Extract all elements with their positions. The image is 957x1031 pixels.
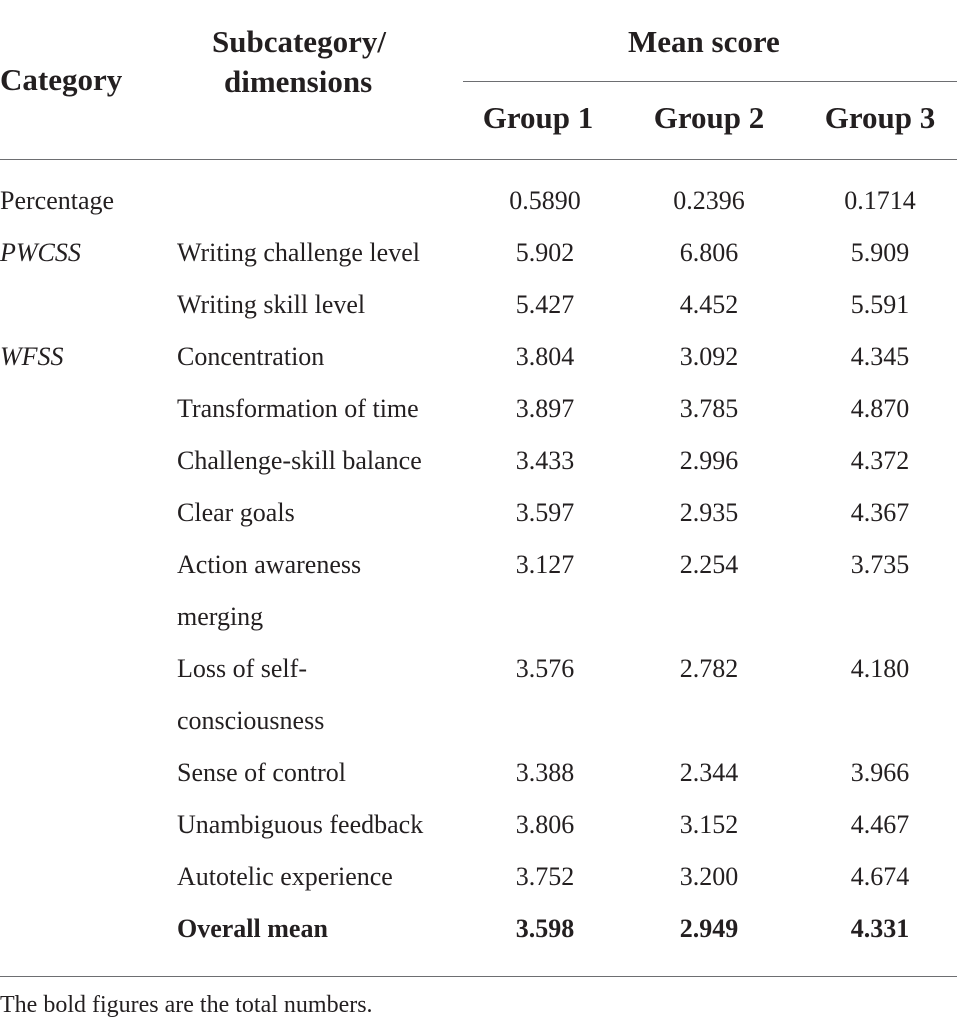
row-value-group-2: 2.949 xyxy=(679,914,739,943)
row-subcategory: merging xyxy=(177,602,264,631)
row-value-group-3: 0.1714 xyxy=(844,186,916,215)
row-subcategory: Writing skill level xyxy=(177,290,366,319)
row-value-group-2: 2.782 xyxy=(679,654,739,683)
row-value-group-1: 3.598 xyxy=(515,914,575,943)
header-group-2: Group 2 xyxy=(653,100,765,135)
row-value-group-3: 4.345 xyxy=(850,342,910,371)
row-value-group-2: 3.200 xyxy=(679,862,739,891)
row-value-group-2: 3.092 xyxy=(679,342,739,371)
row-value-group-2: 0.2396 xyxy=(673,186,745,215)
row-value-group-3: 4.180 xyxy=(850,654,910,683)
row-value-group-2: 2.344 xyxy=(679,758,739,787)
row-subcategory: Sense of control xyxy=(177,758,346,787)
row-value-group-3: 4.372 xyxy=(850,446,910,475)
row-value-group-3: 4.674 xyxy=(850,862,910,891)
row-value-group-1: 3.576 xyxy=(515,654,575,683)
row-subcategory: Autotelic experience xyxy=(177,862,393,891)
row-value-group-2: 2.935 xyxy=(679,498,739,527)
row-value-group-2: 6.806 xyxy=(679,238,739,267)
row-category: PWCSS xyxy=(0,238,81,267)
row-value-group-3: 3.735 xyxy=(850,550,910,579)
row-subcategory: Overall mean xyxy=(177,914,328,943)
row-value-group-2: 3.152 xyxy=(679,810,739,839)
row-subcategory: Writing challenge level xyxy=(177,238,420,267)
row-value-group-1: 0.5890 xyxy=(509,186,581,215)
row-value-group-2: 3.785 xyxy=(679,394,739,423)
row-value-group-3: 4.331 xyxy=(850,914,910,943)
row-value-group-3: 5.909 xyxy=(850,238,910,267)
header-mean-score: Mean score xyxy=(628,24,780,59)
header-subcategory-line1: Subcategory/ xyxy=(212,24,386,59)
row-value-group-1: 3.597 xyxy=(515,498,575,527)
row-subcategory: consciousness xyxy=(177,706,325,735)
row-value-group-1: 3.127 xyxy=(515,550,575,579)
row-value-group-1: 3.433 xyxy=(515,446,575,475)
row-category: Percentage xyxy=(0,186,115,215)
row-subcategory: Concentration xyxy=(177,342,325,371)
row-value-group-2: 2.996 xyxy=(679,446,739,475)
row-category: WFSS xyxy=(0,342,64,371)
row-subcategory: Challenge-skill balance xyxy=(177,446,422,475)
row-subcategory: Loss of self- xyxy=(177,654,307,683)
row-value-group-1: 3.897 xyxy=(515,394,575,423)
row-subcategory: Action awareness xyxy=(177,550,362,579)
row-value-group-1: 3.388 xyxy=(515,758,575,787)
row-value-group-3: 5.591 xyxy=(850,290,910,319)
header-category: Category xyxy=(0,62,123,97)
header-group-1: Group 1 xyxy=(482,100,594,135)
row-value-group-3: 4.870 xyxy=(850,394,910,423)
row-value-group-1: 5.427 xyxy=(515,290,575,319)
row-value-group-1: 3.804 xyxy=(515,342,575,371)
row-value-group-3: 3.966 xyxy=(850,758,910,787)
row-subcategory: Unambiguous feedback xyxy=(177,810,424,839)
row-value-group-3: 4.367 xyxy=(850,498,910,527)
header-group-3: Group 3 xyxy=(824,100,936,135)
footnote: The bold figures are the total numbers. xyxy=(0,992,373,1018)
row-value-group-1: 5.902 xyxy=(515,238,575,267)
row-value-group-2: 2.254 xyxy=(679,550,739,579)
table-bottom-rule xyxy=(0,976,957,977)
row-value-group-1: 3.752 xyxy=(515,862,575,891)
header-subcategory-line2: dimensions xyxy=(224,64,373,99)
row-value-group-1: 3.806 xyxy=(515,810,575,839)
row-value-group-3: 4.467 xyxy=(850,810,910,839)
row-value-group-2: 4.452 xyxy=(679,290,739,319)
row-subcategory: Transformation of time xyxy=(177,394,419,423)
row-subcategory: Clear goals xyxy=(177,498,295,527)
